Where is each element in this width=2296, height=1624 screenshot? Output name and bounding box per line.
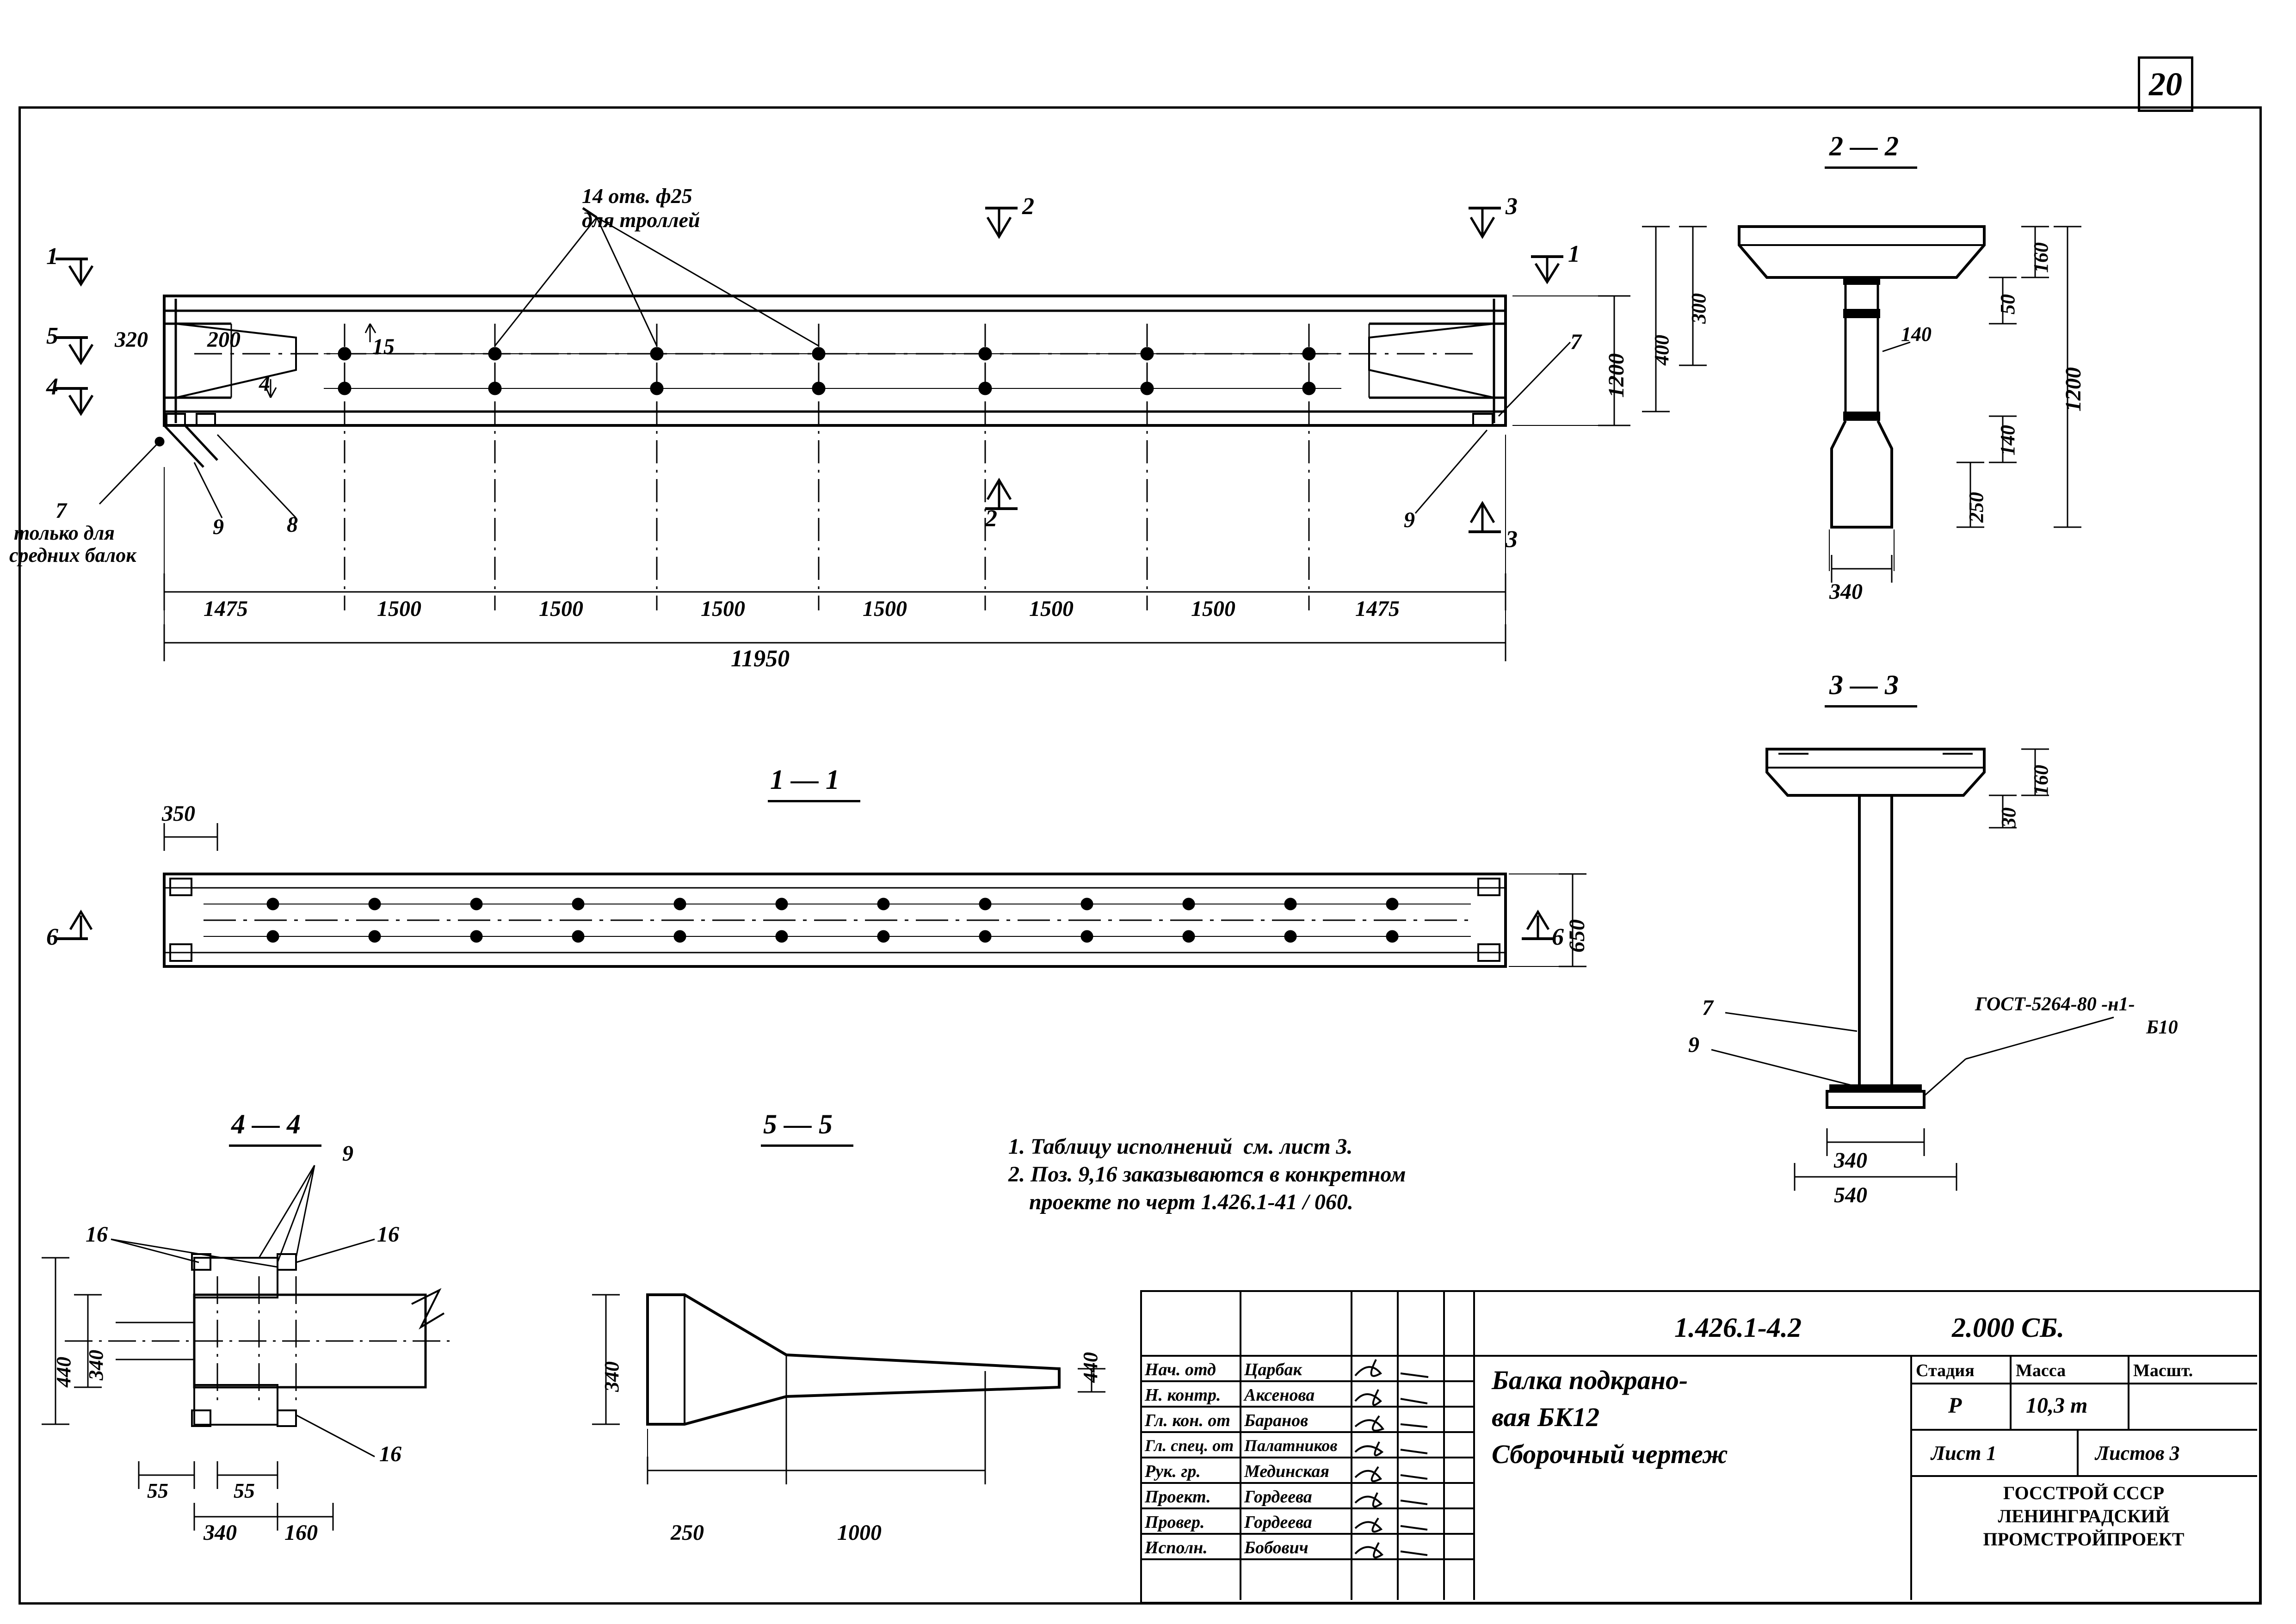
mass-label: Масса [2016, 1361, 2066, 1380]
total-length: 11950 [731, 646, 790, 672]
dim-540-3-3: 540 [1834, 1183, 1867, 1207]
page-number: 20 [2149, 65, 2182, 103]
dim-340-3-3: 340 [1834, 1148, 1867, 1173]
dim-340-4-4: 340 [85, 1350, 107, 1380]
dim-340-5-5: 340 [600, 1361, 623, 1392]
dim-320: 320 [115, 327, 148, 352]
pos-16-left: 16 [86, 1222, 108, 1247]
pos-8: 8 [287, 512, 298, 537]
section-mark-1-right: 1 [1568, 241, 1580, 267]
dim-340b-4-4: 340 [204, 1520, 237, 1545]
title-line-2: вая БК12 [1492, 1402, 1600, 1432]
tb-role-6: Провер. [1145, 1513, 1205, 1532]
tb-name-0: Царбак [1244, 1360, 1302, 1379]
tb-role-1: Н. контр. [1145, 1385, 1221, 1405]
section-mark-2-top: 2 [1022, 193, 1034, 220]
tb-name-6: Гордеева [1244, 1513, 1312, 1532]
dim-1200-plan: 1200 [1604, 353, 1629, 398]
pos-15: 15 [372, 334, 395, 359]
pos-7-left: 7 [56, 498, 67, 523]
dim-650: 650 [1565, 919, 1589, 953]
view-5-5-title: 5 — 5 [763, 1109, 833, 1139]
note-line-2: 2. Поз. 9,16 заказываются в конкретном [1008, 1162, 1406, 1187]
pos-16-bottom: 16 [379, 1442, 401, 1466]
tb-role-4: Рук. гр. [1145, 1462, 1201, 1481]
dim-140b-2-2: 140 [1996, 425, 2019, 455]
weld-note-1: ГОСТ-5264-80 -н1- [1975, 994, 2135, 1015]
dim-55-a: 55 [147, 1479, 168, 1502]
pos-16-right: 16 [377, 1222, 399, 1247]
tb-role-3: Гл. спец. от [1145, 1436, 1234, 1455]
dim-340-2-2: 340 [1829, 579, 1863, 604]
section-mark-4-left: 4 [46, 374, 58, 400]
seg-7: 1500 [1191, 597, 1235, 621]
dim-250-2-2: 250 [1965, 492, 1987, 523]
tb-name-1: Аксенова [1244, 1385, 1315, 1405]
dim-140-2-2: 140 [1901, 323, 1932, 345]
pos-7-right: 7 [1570, 330, 1581, 354]
note-middle-beams-1: только для [14, 522, 115, 544]
org-line-3: ПРОМСТРОЙПРОЕКТ [1983, 1529, 2185, 1550]
pos-9-4-4: 9 [342, 1141, 353, 1166]
stage-value: Р [1948, 1393, 1962, 1418]
section-mark-3-bottom: 3 [1506, 526, 1518, 553]
scale-label: Масшт. [2133, 1361, 2193, 1380]
section-mark-2-bottom: 2 [985, 505, 997, 532]
tb-role-5: Проект. [1145, 1487, 1211, 1507]
title-line-1: Балка подкрано- [1492, 1365, 1688, 1395]
pos-9-3-3: 9 [1688, 1033, 1699, 1057]
dim-250-5-5: 250 [671, 1520, 704, 1545]
view-3-3-title: 3 — 3 [1829, 670, 1899, 700]
section-mark-6-left: 6 [46, 924, 58, 950]
dim-1000-5-5: 1000 [837, 1520, 882, 1545]
tb-name-7: Бобович [1244, 1538, 1308, 1557]
pos-7-3-3: 7 [1702, 996, 1713, 1020]
tb-name-5: Гордеева [1244, 1487, 1312, 1507]
note-middle-beams-2: средних балок [9, 544, 136, 566]
tb-name-2: Баранов [1244, 1411, 1308, 1430]
pos-9-left: 9 [213, 515, 224, 539]
dim-200: 200 [207, 327, 241, 352]
note-line-1: 1. Таблицу исполнений см. лист 3. [1008, 1134, 1353, 1159]
dim-30-3-3: 30 [1997, 807, 2020, 828]
seg-6: 1500 [1029, 597, 1074, 621]
dim-440-5-5: 440 [1079, 1352, 1102, 1383]
dim-300-2-2: 300 [1687, 293, 1710, 324]
holes-callout-line1: 14 отв. ф25 [582, 184, 692, 208]
dim-160-2-2: 160 [2030, 242, 2052, 273]
sheets-label: Листов 3 [2095, 1442, 2180, 1464]
org-line-1: ГОССТРОЙ СССР [2003, 1483, 2165, 1503]
dim-160-4-4: 160 [284, 1520, 318, 1545]
seg-4: 1500 [701, 597, 745, 621]
section-mark-6-right: 6 [1552, 924, 1564, 950]
stage-label: Стадия [1916, 1361, 1975, 1380]
sheet-code: 2.000 СБ. [1952, 1312, 2065, 1343]
dim-440-4-4: 440 [52, 1357, 75, 1387]
tb-role-7: Исполн. [1145, 1538, 1208, 1557]
dim-160-3-3: 160 [2030, 765, 2052, 795]
view-1-1-title: 1 — 1 [770, 764, 839, 795]
tb-name-4: Мединская [1244, 1462, 1330, 1481]
tb-role-2: Гл. кон. от [1145, 1411, 1230, 1430]
view-2-2-title: 2 — 2 [1829, 131, 1899, 161]
section-mark-1-left: 1 [46, 243, 58, 270]
pos-9-right: 9 [1404, 508, 1415, 532]
seg-8: 1475 [1355, 597, 1400, 621]
dim-1200-2-2: 1200 [2061, 367, 2086, 412]
seg-5: 1500 [863, 597, 907, 621]
tb-name-3: Палатников [1244, 1436, 1338, 1455]
drawing-number: 1.426.1-4.2 [1674, 1312, 1802, 1343]
pos-4: 4 [259, 371, 270, 396]
section-mark-5-left: 5 [46, 323, 58, 349]
org-line-2: ЛЕНИНГРАДСКИЙ [1998, 1506, 2170, 1526]
dim-400-2-2: 400 [1650, 335, 1673, 365]
view-4-4-title: 4 — 4 [231, 1109, 301, 1139]
sheet-label: Лист 1 [1931, 1442, 1997, 1464]
seg-3: 1500 [539, 597, 583, 621]
seg-2: 1500 [377, 597, 421, 621]
dim-50-2-2: 50 [1996, 294, 2019, 314]
section-mark-3-top: 3 [1506, 193, 1518, 220]
note-line-3: проекте по черт 1.426.1-41 / 060. [1029, 1190, 1353, 1214]
seg-1: 1475 [204, 597, 248, 621]
dim-55-b: 55 [234, 1479, 255, 1502]
title-line-3: Сборочный чертеж [1492, 1439, 1728, 1469]
holes-callout-line2: для троллей [582, 208, 700, 232]
tb-role-0: Нач. отд [1145, 1360, 1216, 1379]
weld-note-2: Б10 [2146, 1017, 2178, 1038]
mass-value: 10,3 т [2026, 1393, 2088, 1418]
dim-350: 350 [162, 801, 195, 826]
